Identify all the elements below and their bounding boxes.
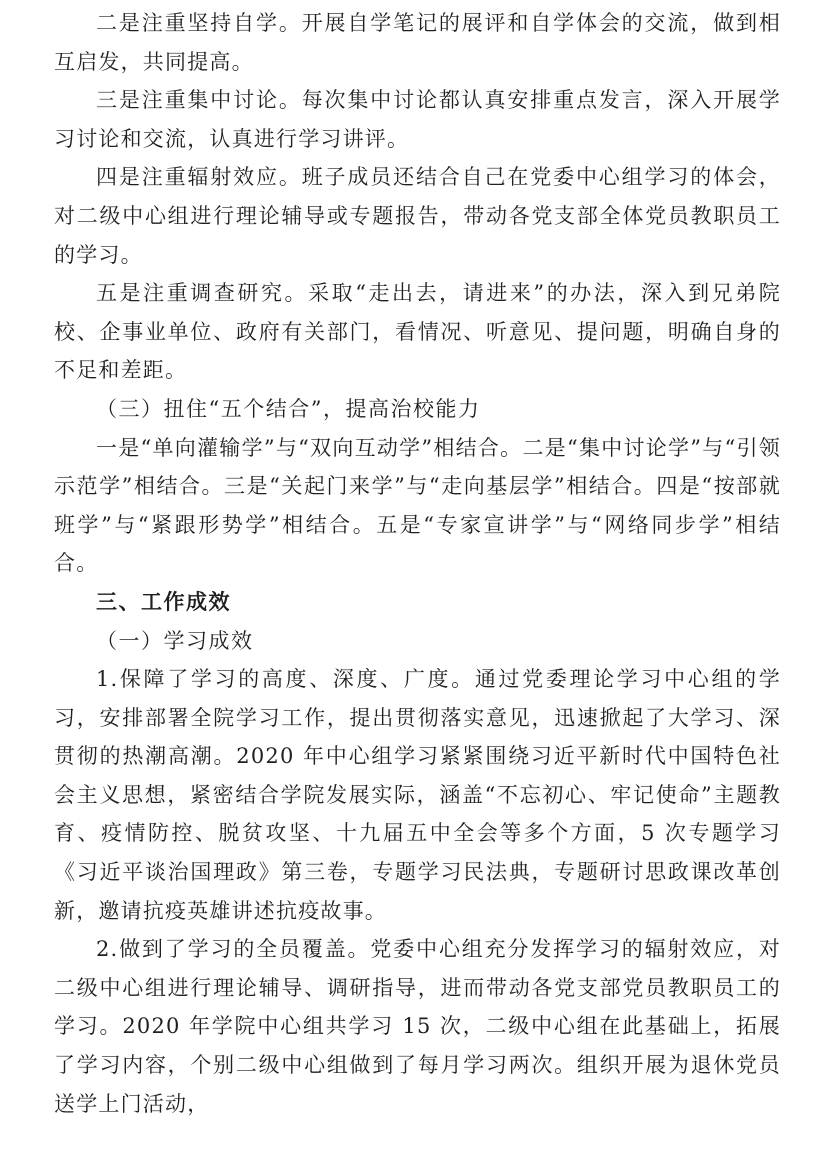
para-result-1: 1.保障了学习的高度、深度、广度。通过党委理论学习中心组的学习，安排部署全院学习工作，提出贯彻落实意见，迅速掀起了大学习、深贯彻的热潮高潮。2020 年中心组学习紧紧围绕习近平新时代中国特色社会主义思想，紧密结合学院发展实际，涵盖“不忘初心、牢记使命”主题教育、疫情防控、脱贫攻坚、十九届五中全会等多个方面，5 次专题学习《习近平谈治国理政》第三卷，专题学习民法典，专题研讨思政课改革创新，邀请抗疫英雄讲述抗疫故事。 <box>54 667 781 923</box>
subheading-five-combinations: （三）扭住“五个结合”，提高治校能力 <box>96 396 481 421</box>
para-group-discussion: 三是注重集中讨论。每次集中讨论都认真安排重点发言，深入开展学习讨论和交流，认真进行学习讲评。 <box>54 88 781 151</box>
para-radiation-effect: 四是注重辐射效应。班子成员还结合自己在党委中心组学习的体会，对二级中心组进行理论辅导或专题报告，带动各党支部全体党员教职员工的学习。 <box>54 165 781 267</box>
para-self-study: 二是注重坚持自学。开展自学笔记的展评和自学体会的交流，做到相互启发，共同提高。 <box>54 11 781 74</box>
heading-work-results: 三、工作成效 <box>96 589 231 614</box>
para-five-combinations: 一是“单向灌输学”与“双向互动学”相结合。二是“集中讨论学”与“引领示范学”相结合。三是“关起门来学”与“走向基层学”相结合。四是“按部就班学”与“紧跟形势学”相结合。五是“专家宣讲学”与“网络同步学”相结合。 <box>54 435 781 576</box>
subheading-study-results: （一）学习成效 <box>96 628 254 653</box>
para-research: 五是注重调查研究。采取“走出去，请进来”的办法，深入到兄弟院校、企事业单位、政府有关部门，看情况、听意见、提问题，明确自身的不足和差距。 <box>54 281 781 383</box>
para-result-2: 2.做到了学习的全员覆盖。党委中心组充分发挥学习的辐射效应，对二级中心组进行理论辅导、调研指导，进而带动各党支部党员教职员工的学习。2020 年学院中心组共学习 15 次，二级中心组在此基础上，拓展了学习内容，个别二级中心组做到了每月学习两次。组织开展为退休党员送学上门活动， <box>54 937 781 1116</box>
